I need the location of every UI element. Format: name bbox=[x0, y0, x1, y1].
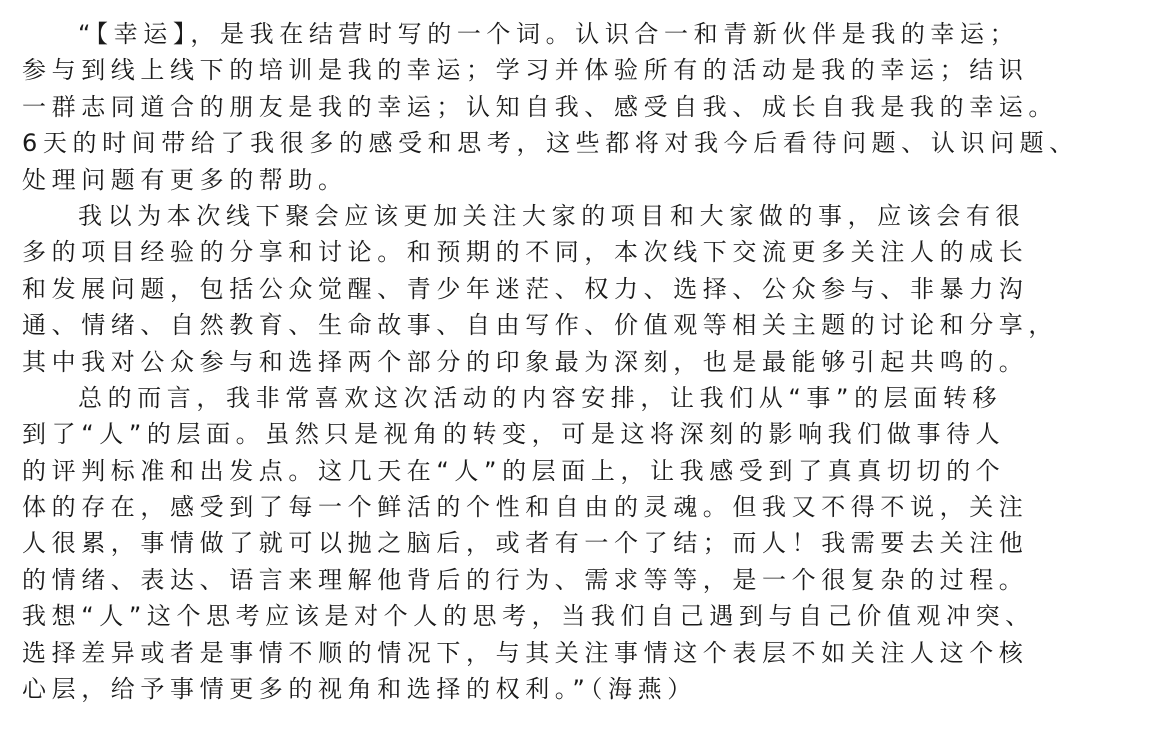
paragraph-3-line-2: 到了“人”的层面。虽然只是视角的转变，可是这将深刻的影响我们做事待人 bbox=[22, 420, 1006, 449]
paragraph-3-line-9: 心层，给予事情更多的视角和选择的权利。”（海燕） bbox=[22, 675, 697, 704]
paragraph-1-line-2: 参与到线上线下的培训是我的幸运；学习并体验所有的活动是我的幸运；结识 bbox=[22, 56, 1029, 85]
paragraph-2-line-2: 多的项目经验的分享和讨论。和预期的不同，本次线下交流更多关注人的成长 bbox=[22, 238, 1029, 267]
paragraph-1-line-1: “【幸运】，是我在结营时写的一个词。认识合一和青新伙伴是我的幸运； bbox=[78, 20, 1020, 48]
paragraph-3-line-5: 人很累，事情做了就可以抛之脑后，或者有一个了结；而人！我需要去关注他 bbox=[22, 529, 1029, 558]
paragraph-2-line-5: 其中我对公众参与和选择两个部分的印象最为深刻，也是最能够引起共鸣的。 bbox=[22, 347, 1029, 376]
paragraph-2-line-3: 和发展问题，包括公众觉醒、青少年迷茫、权力、选择、公众参与、非暴力沟 bbox=[22, 274, 1029, 303]
paragraph-1-line-5: 处理问题有更多的帮助。 bbox=[22, 165, 348, 194]
paragraph-3-line-7: 我想“人”这个思考应该是对个人的思考，当我们自己遇到与自己价值观冲突、 bbox=[22, 602, 1035, 631]
paragraph-3-line-3: 的评判标准和出发点。这几天在“人”的层面上，让我感受到了真真切切的个 bbox=[22, 456, 1006, 485]
document-body bbox=[22, 16, 1130, 746]
paragraph-3-line-1: 总的而言，我非常喜欢这次活动的内容安排，让我们从“事”的层面转移 bbox=[78, 383, 1003, 412]
paragraph-3-line-6: 的情绪、表达、语言来理解他背后的行为、需求等等，是一个很复杂的过程。 bbox=[22, 565, 1029, 594]
paragraph-1-line-4: 6天的时间带给了我很多的感受和思考，这些都将对我今后看待问题、认识问题、 bbox=[22, 129, 1079, 158]
paragraph-2-line-1: 我以为本次线下聚会应该更加关注大家的项目和大家做的事，应该会有很 bbox=[78, 201, 1026, 230]
paragraph-1-line-3: 一群志同道合的朋友是我的幸运；认知自我、感受自我、成长自我是我的幸运。 bbox=[22, 92, 1058, 121]
paragraph-3-line-4: 体的存在，感受到了每一个鲜活的个性和自由的灵魂。但我又不得不说，关注 bbox=[22, 493, 1029, 522]
paragraph-3-line-8: 选择差异或者是事情不顺的情况下，与其关注事情这个表层不如关注人这个核 bbox=[22, 638, 1029, 667]
paragraph-2-line-4: 通、情绪、自然教育、生命故事、自由写作、价值观等相关主题的讨论和分享， bbox=[22, 311, 1058, 340]
